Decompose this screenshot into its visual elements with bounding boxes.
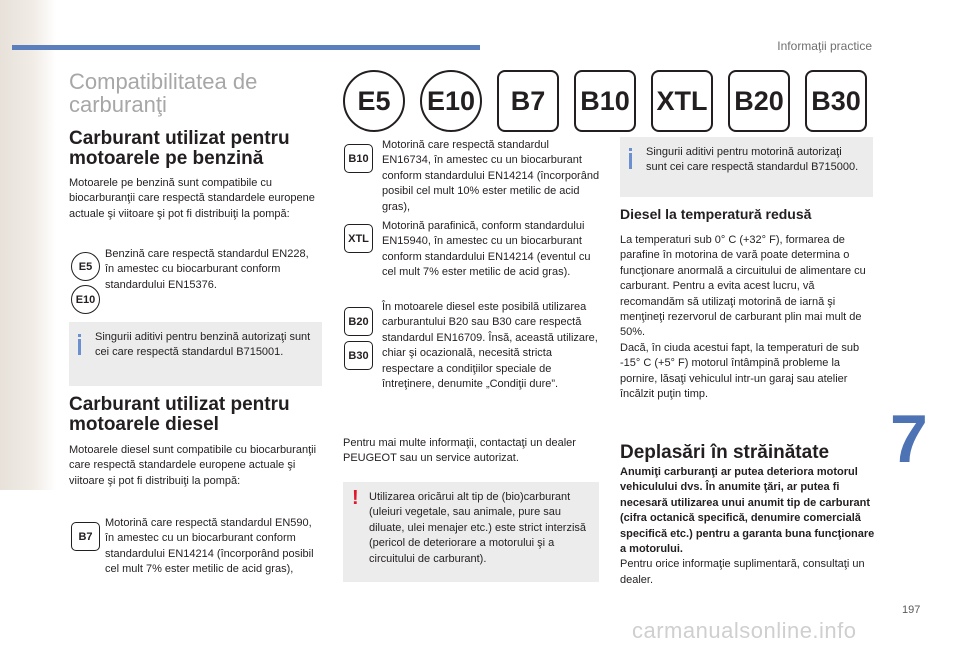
- note-text: Singurii aditivi pentru motorină autorizaţi sunt cei care respectă standardul B715000.: [646, 146, 859, 174]
- fuel-badges-row: [343, 70, 867, 132]
- b7-description: Motorină care respectă standardul EN590, în amestec cu un biocarburant conform standardului EN14214 (încorporând posibil cel mult 7% ester metilic de acid gras),: [105, 517, 314, 576]
- diesel-additives-note: [620, 137, 873, 197]
- section-title: [69, 70, 257, 116]
- xtl-fuel-icon: XTL: [651, 70, 713, 132]
- b10-description: Motorină care respectă standardul EN16734, în amestec cu un biocarburant conform standardului EN14214 (încorporând posibil cel mult 10% ester metilic de acid gras),: [382, 139, 600, 213]
- info-icon-dot: [78, 334, 81, 337]
- xtl-description: Motorină parafinică, conform standardului EN15940, în amestec cu un biocarburant conform standardului EN14214 (eventul cu cel mult 7% ester metilic de acid gras).: [382, 220, 591, 279]
- petrol-heading: [69, 129, 290, 169]
- heading-line: Carburant utilizat pentru: [69, 128, 290, 149]
- abroad-heading: Deplasări în străinătate: [620, 442, 830, 463]
- watermark: carmanualsonline.info: [632, 618, 857, 643]
- page-edge-texture: [0, 0, 56, 490]
- info-icon-dot: [629, 148, 632, 151]
- e10-fuel-icon: E10: [420, 70, 482, 132]
- xtl-fuel-icon: XTL: [344, 224, 373, 253]
- note-text: Singurii aditivi pentru benzină autorizaţi sunt cei care respectă standardul B715001.: [95, 331, 311, 359]
- b30-fuel-icon: B30: [805, 70, 867, 132]
- low-temperature-heading: Diesel la temperatură redusă: [620, 206, 812, 222]
- b20-b30-description: În motoarele diesel este posibilă utilizarea carburantului B20 sau B30 care respectă standardul EN16709. Însă, această utilizare, chiar şi ocazională, necesită stricta respectare a condiţiilor speciale de întreţinere, denumite „Condiţii dure”.: [382, 301, 598, 391]
- e5-fuel-icon: E5: [71, 252, 100, 281]
- petrol-additives-note: [69, 322, 322, 386]
- fuel-warning-box: [343, 482, 599, 582]
- b10-fuel-icon: B10: [574, 70, 636, 132]
- chapter-number: 7: [890, 401, 928, 477]
- b20-fuel-icon: B20: [344, 307, 373, 336]
- b7-fuel-icon: B7: [497, 70, 559, 132]
- b7-fuel-icon: B7: [71, 522, 100, 551]
- warning-icon: !: [352, 487, 359, 509]
- contact-dealer-text: Pentru mai multe informaţii, contactaţi un dealer PEUGEOT sau un service autorizat.: [343, 437, 576, 465]
- warning-text: Utilizarea oricărui alt tip de (bio)carburant (uleiuri vegetale, sau animale, pure sau diluate, ulei menajer etc.) este strict interzisă (pericol de deteriorare a motorului şi a circuitului de carburant).: [369, 491, 587, 565]
- heading-line: motoarele pe benzină: [69, 148, 264, 169]
- e5-description: Benzină care respectă standardul EN228, în amestec cu biocarburant conform standardului EN15376.: [105, 248, 309, 291]
- paragraph: Pentru orice informaţie suplimentară, consultaţi un dealer.: [620, 558, 865, 586]
- b30-fuel-icon: B30: [344, 341, 373, 370]
- petrol-intro: Motoarele pe benzină sunt compatibile cu biocarburanţii care respectă standardele europene actuale şi viitoare şi pot fi distribuiţi la pompă:: [69, 177, 315, 220]
- b20-fuel-icon: B20: [728, 70, 790, 132]
- e5-fuel-icon: E5: [343, 70, 405, 132]
- diesel-intro: Motoarele diesel sunt compatibile cu biocarburanţii care respectă standardele europene actuale şi viitoare şi pot fi distribuiţi la pompă:: [69, 444, 317, 487]
- page-number: 197: [902, 604, 921, 616]
- section-title-line: carburanţi: [69, 92, 167, 117]
- e10-fuel-icon: E10: [71, 285, 100, 314]
- paragraph-bold: Anumiţi carburanţi ar putea deteriora motorul vehiculului dvs. În anumite ţări, ar putea fi necesară utilizarea unui anumit tip de carburant (cifra octanică specifică, denumire comercială specifică etc.) pentru a garanta buna funcţionare a motorului.: [620, 466, 875, 556]
- header-rule: [12, 45, 480, 50]
- diesel-heading: [69, 395, 290, 435]
- heading-line: motoarele diesel: [69, 414, 219, 435]
- paragraph: Dacă, în ciuda acestui fapt, la temperaturi de sub -15° C (+5° F) motorul întâmpină probleme la pornire, lăsaţi vehiculul intr-un garaj sau atelier încălzit puţin timp.: [620, 341, 860, 401]
- abroad-text: [620, 465, 875, 588]
- b10-fuel-icon: B10: [344, 144, 373, 173]
- heading-line: Carburant utilizat pentru: [69, 394, 290, 415]
- running-header: Informaţii practice: [777, 39, 872, 53]
- low-temperature-text: [620, 233, 875, 402]
- info-icon: [629, 153, 632, 169]
- info-icon: [78, 339, 81, 355]
- paragraph: La temperaturi sub 0° C (+32° F), formarea de parafine în motorina de vară poate determina o funcţionare anormală a circuitului de alimentare cu carburant. Pentru a evita acest lucru, vă recomandăm să utilizaţi motorină de iarnă şi menţineţi rezervorul de carburant plin mai mult de 50%.: [620, 234, 866, 339]
- section-title-line: Compatibilitatea de: [69, 69, 258, 94]
